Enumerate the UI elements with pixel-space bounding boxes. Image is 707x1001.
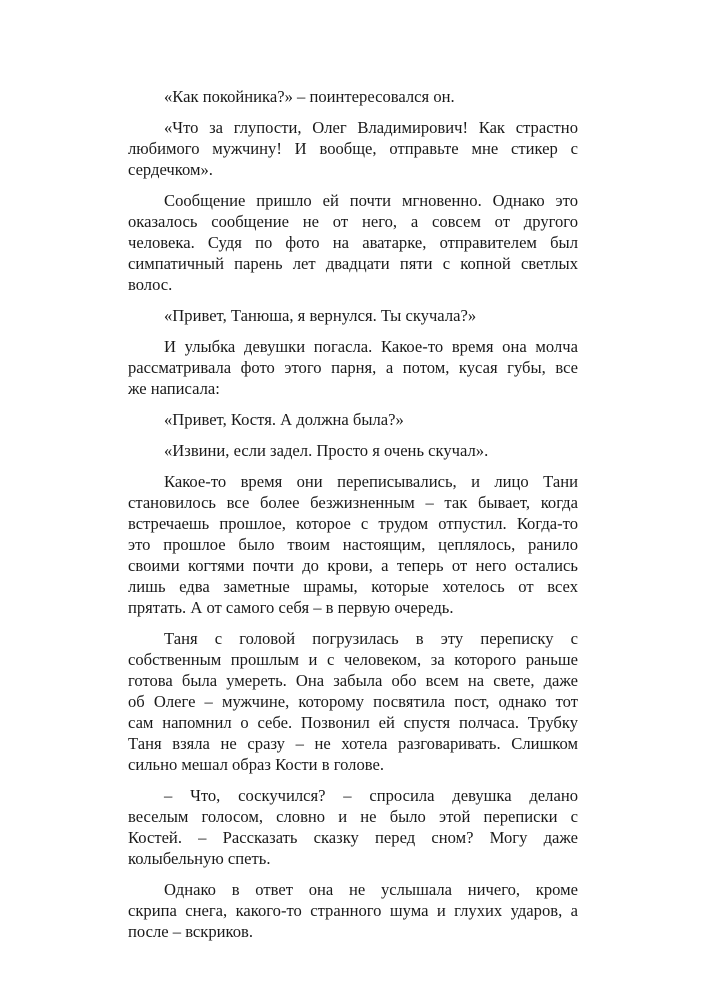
text-line: рассматривала фото этого парня, а потом, кусая губы, все <box>128 358 578 377</box>
text-line: оказалось сообщение не от него, а совсем от другого <box>128 212 578 231</box>
text-line: Костей. – Рассказать сказку перед сном? Могу даже <box>128 828 578 847</box>
text-line: Однако в ответ она не услышала ничего, кроме <box>164 880 578 899</box>
text-line: «Привет, Танюша, я вернулся. Ты скучала?» <box>164 306 477 325</box>
text-line: сам напомнил о себе. Позвонил ей спустя полчаса. Трубку <box>128 713 578 732</box>
paragraph <box>128 305 578 326</box>
text-line: – Что, соскучился? – спросила девушка делано <box>164 786 578 805</box>
text-line: сердечком». <box>128 160 213 179</box>
paragraph <box>128 86 578 107</box>
text-line: человека. Судя по фото на аватарке, отправителем был <box>128 233 578 252</box>
text-line: лишь едва заметные шрамы, которые хотелось от всех <box>128 577 578 596</box>
text-line: это прошлое было твоим настоящим, цеплялось, ранило <box>128 535 578 554</box>
paragraph <box>128 336 578 399</box>
text-line: волос. <box>128 275 173 294</box>
paragraph <box>128 440 578 461</box>
text-line: сильно мешал образ Кости в голове. <box>128 755 384 774</box>
text-line: скрипа снега, какого-то странного шума и глухих ударов, а <box>128 901 578 920</box>
paragraph <box>128 117 578 180</box>
text-line: «Привет, Костя. А должна была?» <box>164 410 404 429</box>
text-line: И улыбка девушки погасла. Какое-то время она молча <box>164 337 578 356</box>
text-line: готова была умереть. Она забыла обо всем на свете, даже <box>128 671 578 690</box>
text-line: Сообщение пришло ей почти мгновенно. Однако это <box>164 191 578 210</box>
text-line: собственным прошлым и с человеком, за которого раньше <box>128 650 578 669</box>
text-line: симпатичный парень лет двадцати пяти с копной светлых <box>128 254 578 273</box>
paragraph <box>128 628 578 775</box>
paragraph <box>128 409 578 430</box>
text-line: об Олеге – мужчине, которому посвятила пост, однако тот <box>128 692 578 711</box>
paragraph <box>128 785 578 869</box>
text-line: же написала: <box>128 379 220 398</box>
text-line: прятать. А от самого себя – в первую очередь. <box>128 598 454 617</box>
paragraph <box>128 471 578 618</box>
text-line: после – вскриков. <box>128 922 254 941</box>
text-line: «Извини, если задел. Просто я очень скучал». <box>164 441 489 460</box>
text-line: «Как покойника?» – поинтересовался он. <box>164 87 455 106</box>
text-line: становилось все более безжизненным – так бывает, когда <box>128 493 578 512</box>
document-page <box>128 86 578 952</box>
text-line: Таня взяла не сразу – не хотела разговаривать. Слишком <box>128 734 578 753</box>
text-line: своими когтями почти до крови, а теперь от него остались <box>128 556 578 575</box>
paragraph <box>128 879 578 942</box>
text-line: «Что за глупости, Олег Владимирович! Как страстно <box>164 118 578 137</box>
text-line: Какое-то время они переписывались, и лицо Тани <box>164 472 578 491</box>
paragraph <box>128 190 578 295</box>
text-line: Таня с головой погрузилась в эту переписку с <box>164 629 578 648</box>
text-line: встречаешь прошлое, которое с трудом отпустил. Когда-то <box>128 514 578 533</box>
text-line: любимого мужчину! И вообще, отправьте мне стикер с <box>128 139 578 158</box>
text-line: колыбельную спеть. <box>128 849 271 868</box>
text-line: веселым голосом, словно и не было этой переписки с <box>128 807 578 826</box>
